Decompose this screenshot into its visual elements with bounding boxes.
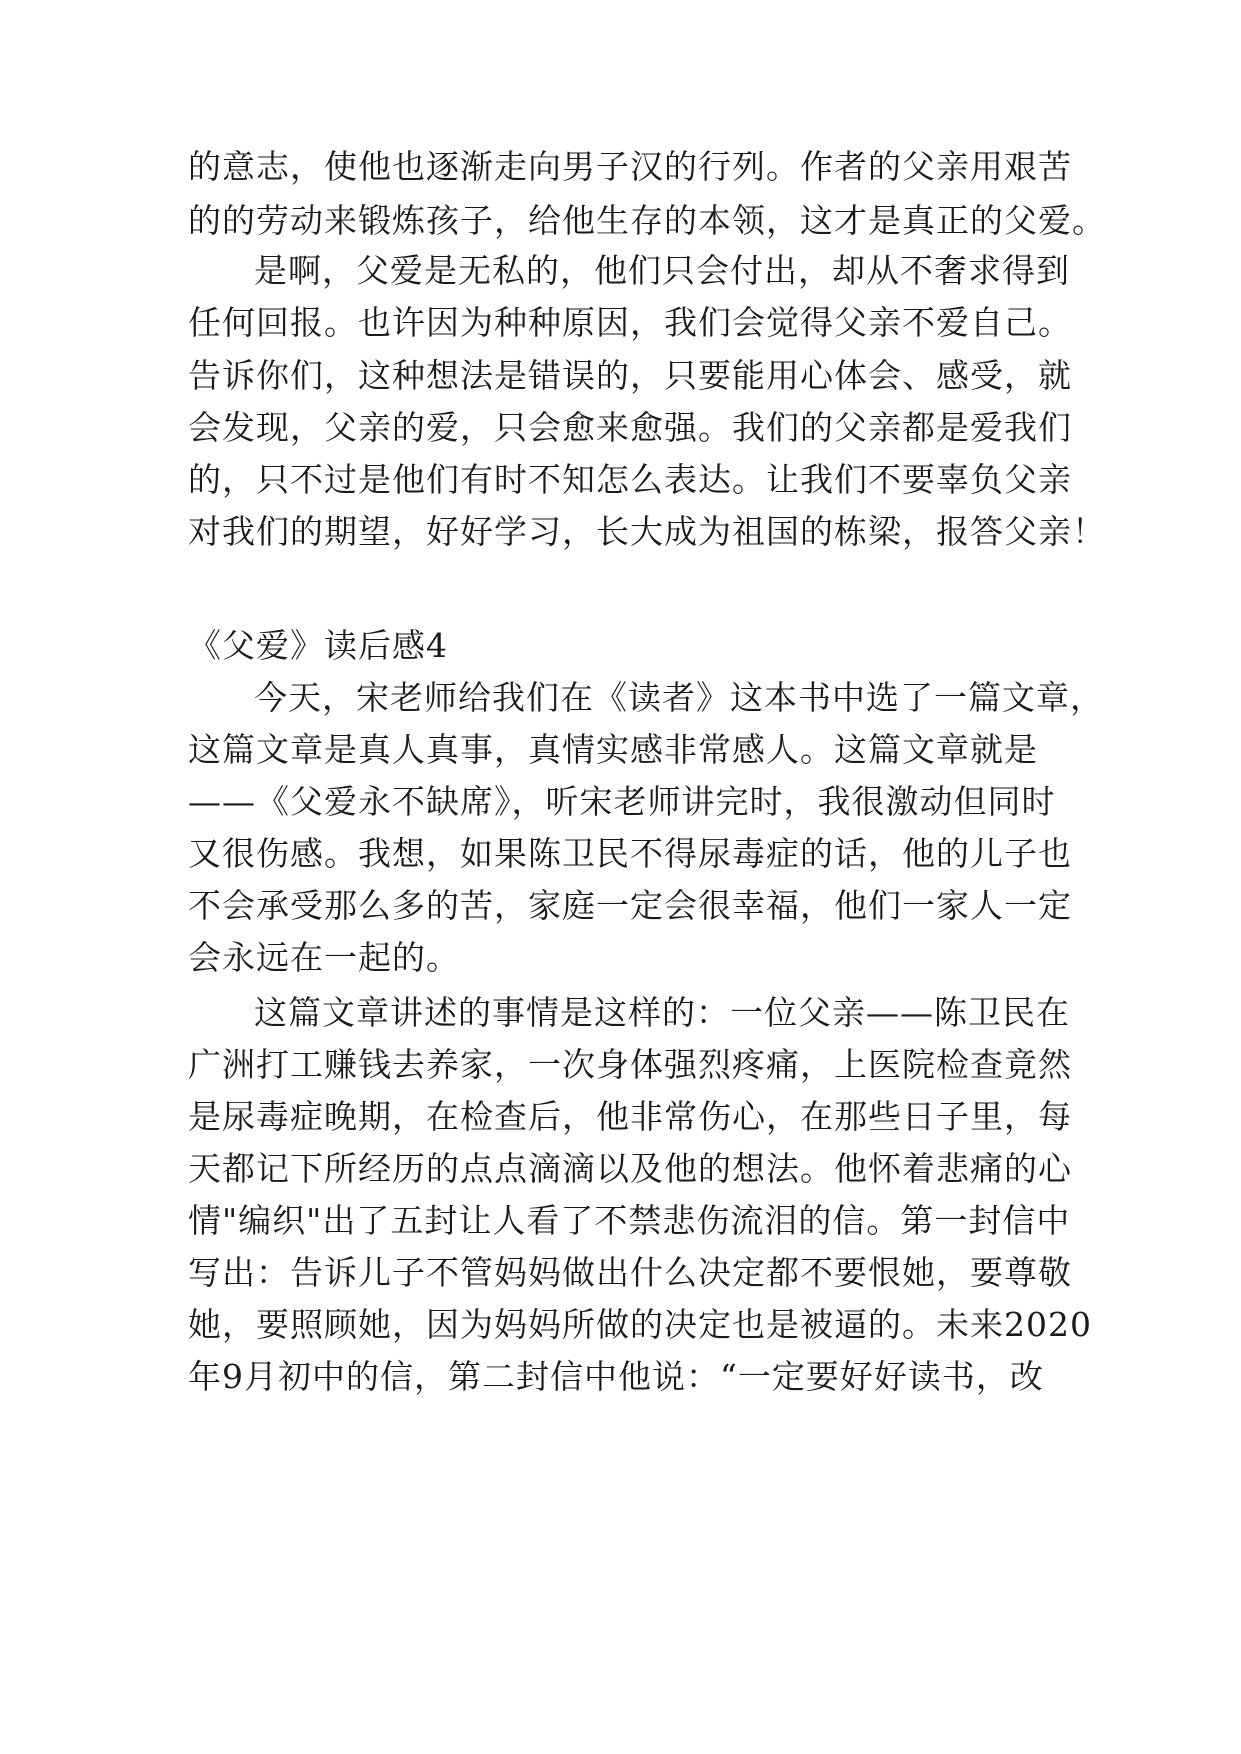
paragraph-4-line-2: 广洲打工赚钱去养家，一次身体强烈疼痛，上医院检查竟然 — [188, 1045, 1072, 1084]
paragraph-4-line-3: 是尿毒症晚期，在检查后，他非常伤心，在那些日子里，每 — [188, 1097, 1072, 1136]
paragraph-4-line-5: 情"编织"出了五封让人看了不禁悲伤流泪的信。第一封信中 — [188, 1201, 1071, 1240]
paragraph-2-line-4: 会发现，父亲的爱，只会愈来愈强。我们的父亲都是爱我们 — [188, 408, 1072, 447]
section-title: 《父爱》读后感4 — [188, 626, 448, 665]
paragraph-2-line-2: 任何回报。也许因为种种原因，我们会觉得父亲不爱自己。 — [188, 303, 1072, 342]
paragraph-4-line-7: 她，要照顾她，因为妈妈所做的决定也是被逼的。未来2020 — [188, 1305, 1092, 1344]
paragraph-3-line-6: 会永远在一起的。 — [188, 938, 460, 977]
paragraph-4-line-6: 写出：告诉儿子不管妈妈做出什么决定都不要恨她，要尊敬 — [188, 1253, 1072, 1292]
paragraph-1-line-2: 的的劳动来锻炼孩子，给他生存的本领，这才是真正的父爱。 — [188, 201, 1106, 240]
paragraph-2-line-3: 告诉你们，这种想法是错误的，只要能用心体会、感受，就 — [188, 356, 1072, 395]
paragraph-3-line-5: 不会承受那么多的苦，家庭一定会很幸福，他们一家人一定 — [188, 886, 1072, 925]
paragraph-3-line-2: 这篇文章是真人真事，真情实感非常感人。这篇文章就是 — [188, 730, 1038, 769]
paragraph-2-line-5: 的，只不过是他们有时不知怎么表达。让我们不要辜负父亲 — [188, 460, 1072, 499]
paragraph-2-line-1: 是啊，父爱是无私的，他们只会付出，却从不奢求得到 — [254, 251, 1070, 290]
paragraph-3-line-1: 今天，宋老师给我们在《读者》这本书中选了一篇文章， — [254, 678, 1104, 717]
paragraph-3-line-3: ——《父爱永不缺席》，听宋老师讲完时，我很激动但同时 — [188, 782, 1056, 821]
paragraph-4-line-4: 天都记下所经历的点点滴滴以及他的想法。他怀着悲痛的心 — [188, 1149, 1072, 1188]
paragraph-4-line-1: 这篇文章讲述的事情是这样的：一位父亲——陈卫民在 — [254, 993, 1070, 1032]
paragraph-4-line-8: 年9月初中的信，第二封信中他说：“一定要好好读书，改 — [188, 1357, 1044, 1396]
paragraph-3-line-4: 又很伤感。我想，如果陈卫民不得尿毒症的话，他的儿子也 — [188, 834, 1072, 873]
paragraph-2-line-6: 对我们的期望，好好学习，长大成为祖国的栋梁，报答父亲！ — [188, 512, 1106, 551]
paragraph-1-line-1: 的意志，使他也逐渐走向男子汉的行列。作者的父亲用艰苦 — [188, 147, 1072, 186]
